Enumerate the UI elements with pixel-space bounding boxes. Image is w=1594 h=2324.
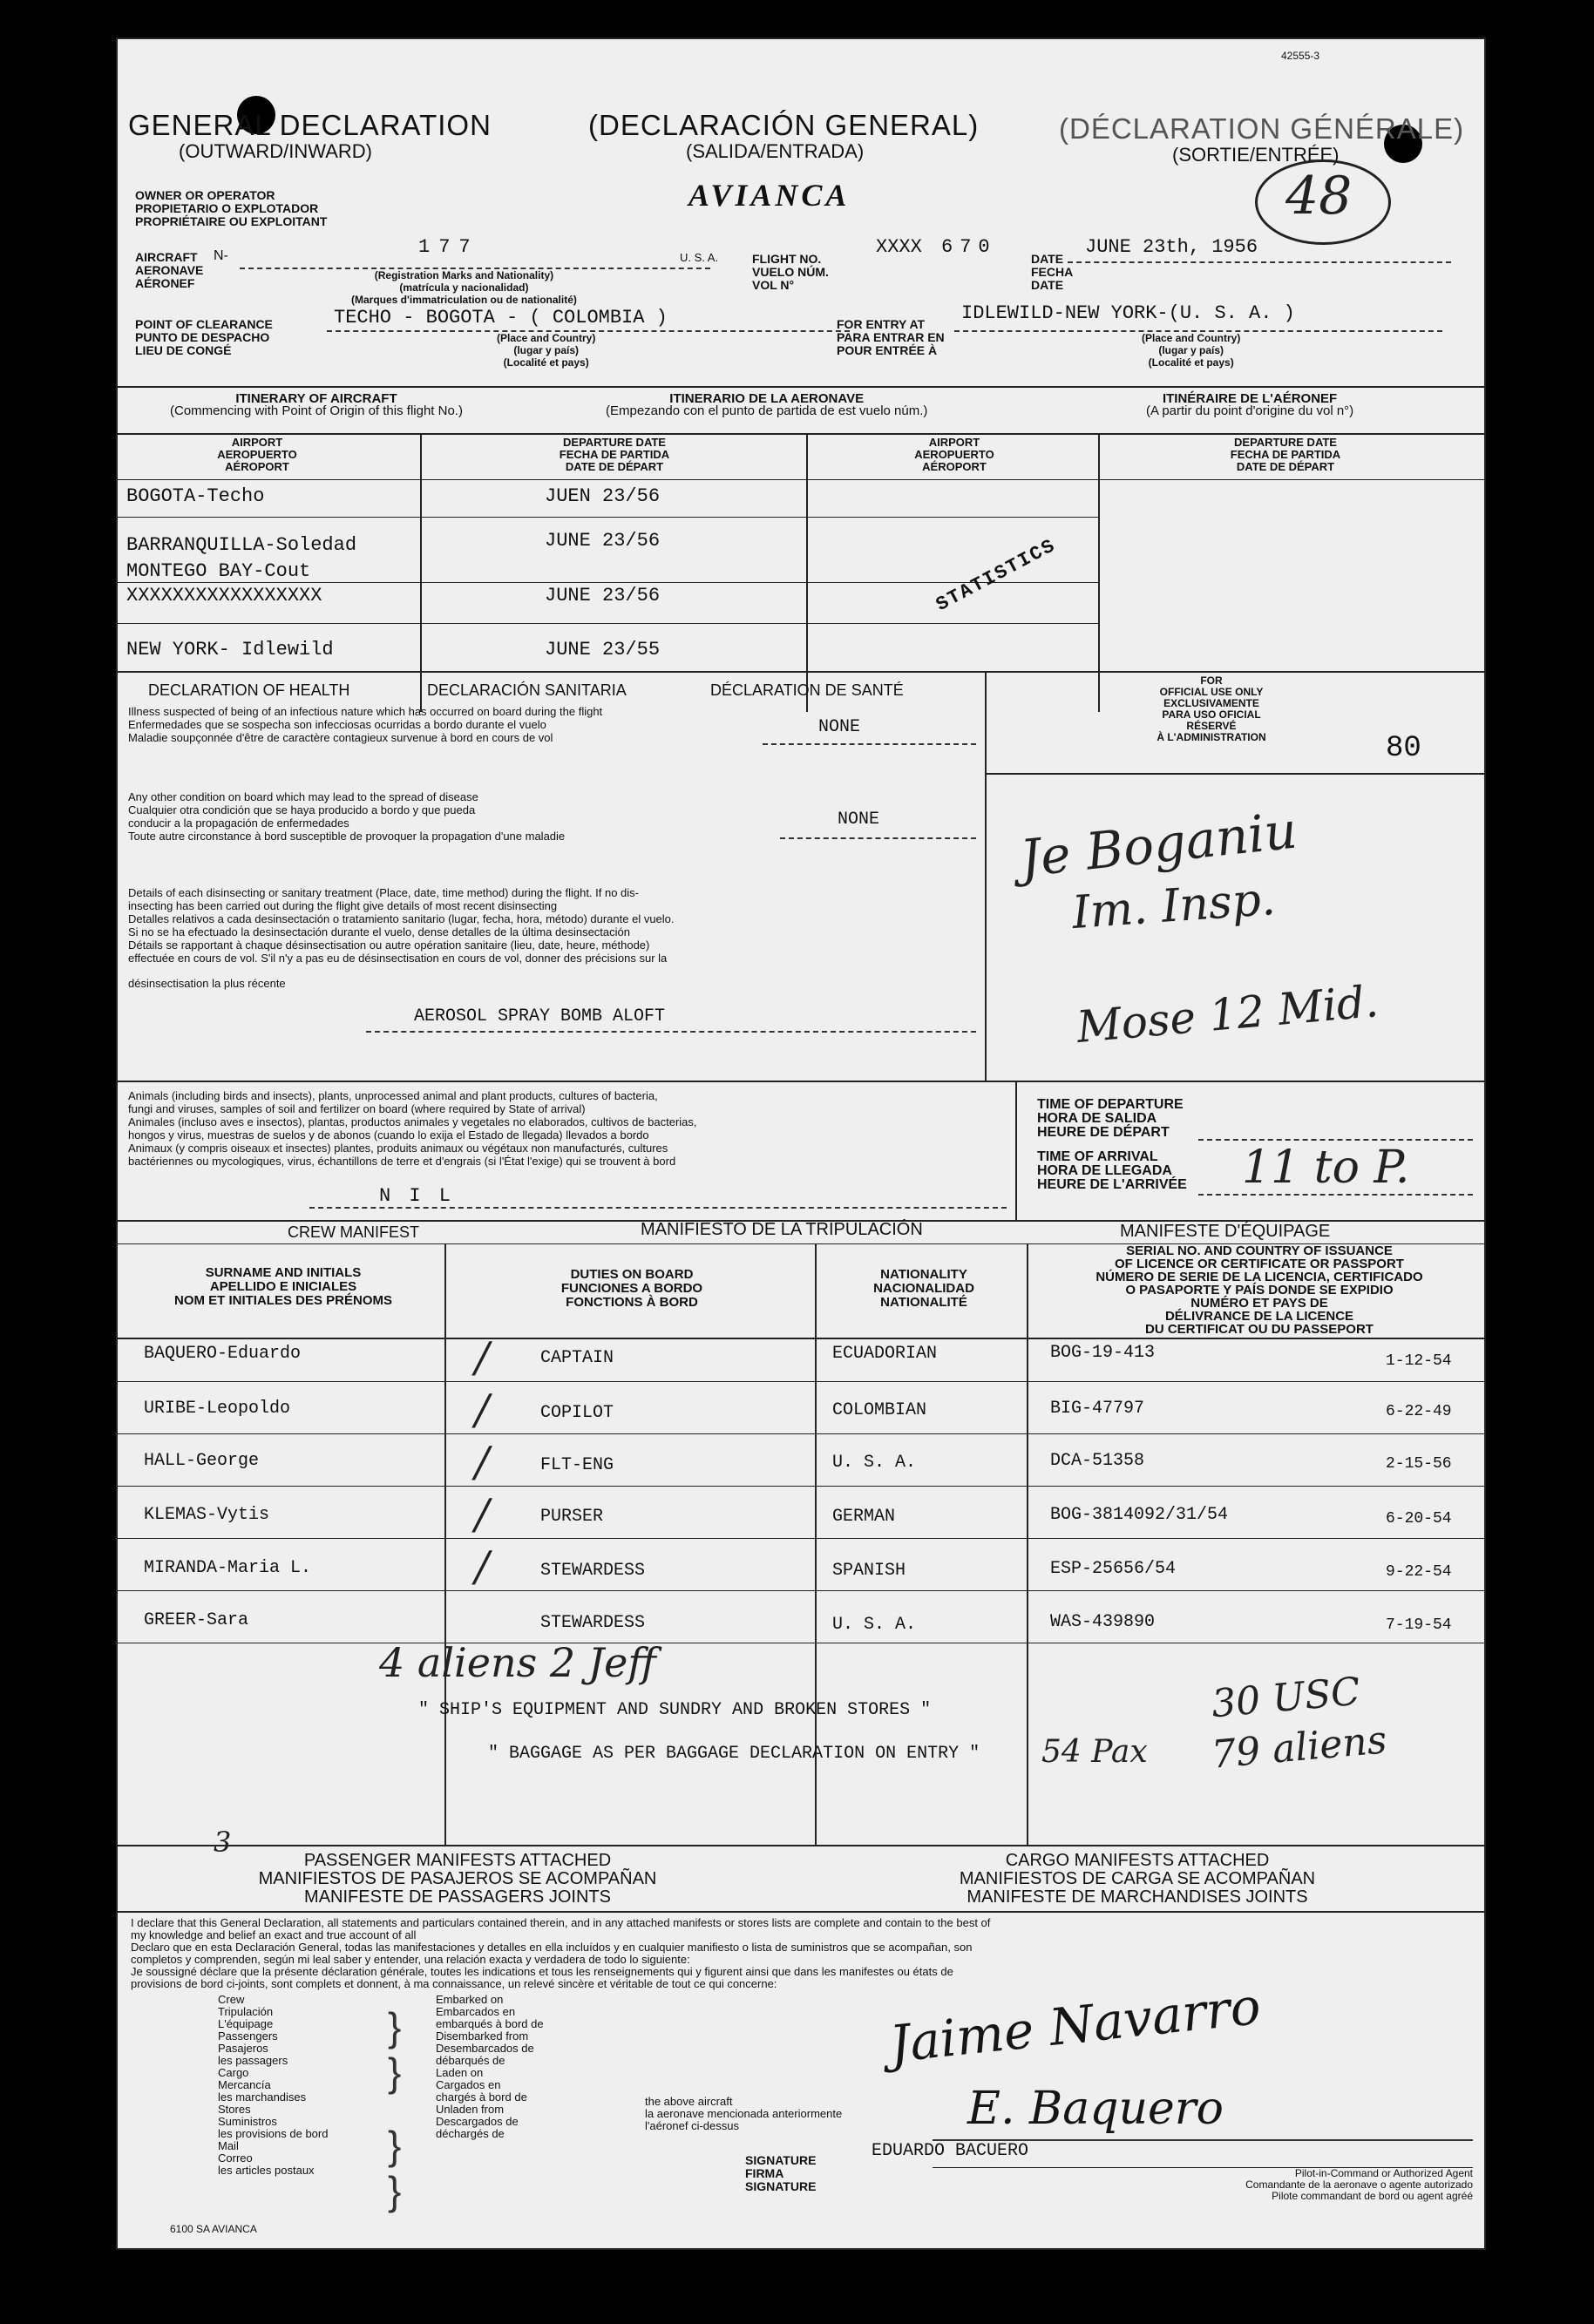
flight-number-struck: XXXX <box>876 236 922 258</box>
statistics-stamp: STATISTICS <box>933 534 1060 617</box>
official-use-label: FOR OFFICIAL USE ONLY EXCLUSIVAMENTE PARA USO OFICIAL RÉSERVÉ À L'ADMINISTRATION <box>1156 674 1266 743</box>
operator-signature: Jaime Navarro <box>886 1975 1264 2075</box>
column-divider <box>1098 433 1100 712</box>
crew-title-es: MANIFIESTO DE LA TRIPULACIÓN <box>641 1220 923 1239</box>
crew-count-note: 30 USC <box>1210 1669 1362 1727</box>
col-departure-header: DEPARTURE DATE FECHA DE PARTIDA DATE DE DÉPART <box>559 436 670 473</box>
illness-text: Illness suspected of being of an infectious nature which has occurred on board during the flight Enfermedades que se sospecha son infecciosas ocurridas a bordo durante el vuelo Maladie soupçonnée d'être de caractère contagieux survenue à bord en cours de vol <box>128 705 603 744</box>
itinerary-date: JUEN 23/56 <box>545 485 661 507</box>
aircraft-label: AIRCRAFT AERONAVE AÉRONEF <box>135 250 204 290</box>
crew-license-date: 9-22-54 <box>1386 1563 1452 1581</box>
illness-value: NONE <box>818 717 861 737</box>
date-label: DATE FECHA DATE <box>1031 252 1074 292</box>
declaration-form <box>118 39 1484 2248</box>
inspector-title: Im. Insp. <box>1070 872 1278 940</box>
itinerary-airport: MONTEGO BAY-Cout <box>126 560 311 582</box>
divider <box>118 1911 1484 1913</box>
aircraft-registration: 177 <box>418 236 479 258</box>
signature-label: SIGNATURE FIRMA SIGNATURE <box>745 2153 817 2193</box>
itinerary-date: JUNE 23/55 <box>545 639 661 661</box>
crew-license: ESP-25656/54 <box>1050 1559 1177 1579</box>
operator-label: OWNER OR OPERATOR PROPIETARIO O EXPLOTADOR PROPRIÉTAIRE OU EXPLOITANT <box>135 188 328 228</box>
itinerary-date: JUNE 23/56 <box>545 530 661 552</box>
other-condition-value: NONE <box>838 810 880 830</box>
health-title-fr: DÉCLARATION DE SANTÉ <box>710 681 904 699</box>
crew-title-en: CREW MANIFEST <box>288 1223 419 1241</box>
title-spanish: (DECLARACIÓN GENERAL) <box>588 109 980 141</box>
crew-license: BIG-47797 <box>1050 1399 1145 1419</box>
crew-duty: STEWARDESS <box>540 1613 646 1633</box>
crew-nationality: GERMAN <box>832 1507 896 1527</box>
row-line <box>118 1538 1484 1539</box>
divider <box>118 1081 1484 1082</box>
crew-nationality: ECUADORIAN <box>832 1344 938 1364</box>
crew-handwritten-note: 4 aliens 2 Jeff <box>379 1639 656 1686</box>
divider <box>118 386 1484 388</box>
crew-license-date: 6-22-49 <box>1386 1403 1452 1420</box>
crew-duty: CAPTAIN <box>540 1348 614 1368</box>
column-divider <box>1027 1243 1028 1845</box>
itinerary-title-fr: ITINÉRAIRE DE L'AÉRONEF (A partir du point d'origine du vol n°) <box>1146 391 1354 418</box>
crew-duty: STEWARDESS <box>540 1561 646 1581</box>
check-mark: / <box>475 1333 490 1382</box>
other-line <box>780 837 976 839</box>
other-condition-text: Any other condition on board which may lead to the spread of disease Cualquier otra condición que se haya producido a bordo y que pueda conducir a la propagación de enfermedades Toute autre circonstance à bord susceptible de provoquer la propagation d'une maladie <box>128 790 566 843</box>
departure-time-label: TIME OF DEPARTURE HORA DE SALIDA HEURE DE DÉPART <box>1037 1097 1184 1140</box>
inspector-signature: Je Boganiu <box>1017 800 1300 889</box>
col-airport-header: AIRPORT AEROPUERTO AÉROPORT <box>217 436 297 473</box>
registration-caption: (Registration Marks and Nationality) (matrícula y nacionalidad) (Marques d'immatriculation ou de nationalité) <box>351 269 577 306</box>
baggage-declaration: " BAGGAGE AS PER BAGGAGE DECLARATION ON ENTRY " <box>488 1744 980 1764</box>
crew-license-date: 2-15-56 <box>1386 1455 1452 1473</box>
crew-title-fr: MANIFESTE D'ÉQUIPAGE <box>1120 1222 1331 1241</box>
title-french: (DÉCLARATION GÉNÉRALE) <box>1059 112 1465 145</box>
row-line <box>118 1433 1484 1434</box>
col-duties-header: DUTIES ON BOARD FUNCIONES A BORDO FONCTIONS À BORD <box>560 1267 703 1310</box>
crew-license-date: 7-19-54 <box>1386 1616 1452 1634</box>
animals-value: N I L <box>379 1185 455 1207</box>
operator-name: AVIANCA <box>688 178 851 213</box>
title-english-sub: (OUTWARD/INWARD) <box>179 140 372 162</box>
arrival-time-label: TIME OF ARRIVAL HORA DE LLEGADA HEURE DE L'ARRIVÉE <box>1037 1149 1187 1192</box>
crew-name: URIBE-Leopoldo <box>144 1399 291 1419</box>
page-number: 48 <box>1285 166 1353 227</box>
divider <box>985 773 1484 775</box>
ships-equipment: " SHIP'S EQUIPMENT AND SUNDRY AND BROKEN STORES " <box>418 1700 932 1720</box>
disinsecting-text: Details of each disinsecting or sanitary treatment (Place, date, time method) during the flight. If no dis- insecting has been carried out during the flight give details of most recent disinsecting Detalles relativos a cada desinsectación o tratamiento sanitario (lugar, fecha, hora, método) durante el vuelo. Si no se ha efectuado la desinsectación durante el vuelo, dense detalles de la última desinsectación Détails se rapportant à chaque désinsectisation ou autre opération sanitaire (lieu, date, heure, méthode) effectuée en cours de vol. S'il n'y a pas eu de désinsectisation en cours de vol, donner des précisions sur la désinsectisation la plus récente <box>128 886 675 990</box>
health-title-en: DECLARATION OF HEALTH <box>148 681 350 699</box>
clearance-label: POINT OF CLEARANCE PUNTO DE DESPACHO LIEU DE CONGÉ <box>135 317 273 357</box>
itinerary-title-en: ITINERARY OF AIRCRAFT (Commencing with Point of Origin of this flight No.) <box>170 391 463 418</box>
arrival-line <box>1198 1194 1473 1196</box>
row-line <box>118 1486 1484 1487</box>
crew-license: DCA-51358 <box>1050 1451 1145 1471</box>
title-english: GENERAL DECLARATION <box>128 109 492 141</box>
declaration-text: I declare that this General Declaration, all statements and particulars contained therein, and in any attached manifests or stores lists are complete and contain to the best of my knowledge and belief an exact and true account of all Declaro que en esta Declaración General, todas las manifestaciones y detalles en ella incluídos y en cualquier manifiesto o lista de suministros que se acompañan, son completos y comprenden, según mi leal saber y entender, una relación exacta y verdadera de todo lo siguiente: Je soussigné déclare que la présente déclaration générale, toutes les indications et tous les renseignements qui y figurent ainsi que dans les manifestes ou états de provisions de bord ci-joints, sont complets et donnent, à ma connaissance, un relevé sincère et véritable de tout ce qui concerne: <box>131 1916 991 1990</box>
pax-note: 54 Pax <box>1041 1734 1148 1770</box>
check-mark: / <box>475 1542 490 1591</box>
check-mark: / <box>475 1490 490 1539</box>
crew-name: HALL-George <box>144 1451 260 1471</box>
column-divider <box>985 671 987 1081</box>
column-divider <box>444 1243 446 1845</box>
flight-label: FLIGHT NO. VUELO NÚM. VOL N° <box>752 252 829 292</box>
col-airport-header: AIRPORT AEROPUERTO AÉROPORT <box>914 436 994 473</box>
disinsecting-line <box>366 1031 976 1033</box>
check-mark: / <box>475 1438 490 1487</box>
departure-line <box>1198 1139 1473 1141</box>
divider <box>118 433 1484 435</box>
official-number: 80 <box>1386 732 1421 765</box>
flight-date: JUNE 23th, 1956 <box>1085 236 1258 258</box>
captain-signature: E. Baquero <box>967 2083 1224 2135</box>
crew-license: WAS-439890 <box>1050 1612 1156 1632</box>
crew-duty: COPILOT <box>540 1403 614 1423</box>
divider <box>118 671 1484 673</box>
crew-license: BOG-19-413 <box>1050 1343 1156 1363</box>
column-divider <box>420 433 422 712</box>
column-divider <box>806 433 808 712</box>
brace-icons: } } } } <box>388 2004 402 2213</box>
animals-text: Animals (including birds and insects), plants, unprocessed animal and plant products, cultures of bacteria, fungi and viruses, samples of soil and fertilizer on board (where required by State of arrival) Animales (incluso aves e insectos), plantas, productos animales y vegetales no elaborados, cultivos de bacterias, hongos y virus, muestras de suelos y de abonos (cuando lo exija el Estado de llegada) llevados a bordo Animaux (y compris oiseaux et insectes) plantes, produits animaux ou végétaux non manufacturés, cultures bactériennes ou mycologiques, virus, échantillons de terre et d'engrais (si l'État l'exige) qui se trouvent à bord <box>128 1089 697 1168</box>
check-mark: / <box>475 1386 490 1434</box>
crew-name: GREER-Sara <box>144 1610 249 1630</box>
crew-license-date: 1-12-54 <box>1386 1352 1452 1370</box>
inspector-note: Mose 12 Mid. <box>1075 975 1380 1054</box>
illness-line <box>763 743 976 745</box>
divider <box>118 1338 1484 1339</box>
title-spanish-sub: (SALIDA/ENTRADA) <box>686 140 865 162</box>
crew-name: MIRANDA-Maria L. <box>144 1558 312 1578</box>
declaration-categories: Crew Tripulación L'équipage Passengers Pasajeros les passagers Cargo Mercancía les marchandises Stores Suministros les provisions de bord Mail Correo les articles postaux <box>218 1993 329 2177</box>
row-line <box>118 517 1098 518</box>
title-french-sub: (SORTIE/ENTRÉE) <box>1172 144 1340 166</box>
cargo-manifests-label: CARGO MANIFESTS ATTACHED MANIFIESTOS DE CARGA SE ACOMPAÑAN MANIFESTE DE MARCHANDISES JOINTS <box>959 1851 1316 1907</box>
itinerary-airport-struck: XXXXXXXXXXXXXXXXX <box>126 585 322 606</box>
crew-duty: PURSER <box>540 1507 604 1527</box>
date-line <box>1068 261 1451 263</box>
col-departure-header: DEPARTURE DATE FECHA DE PARTIDA DATE DE DÉPART <box>1230 436 1341 473</box>
animals-line <box>309 1207 1007 1209</box>
passenger-manifests-label: PASSENGER MANIFESTS ATTACHED MANIFIESTOS DE PASAJEROS SE ACOMPAÑAN MANIFESTE DE PASSAGERS JOINTS <box>258 1851 657 1907</box>
crew-license: BOG-3814092/31/54 <box>1050 1505 1229 1525</box>
crew-license-date: 6-20-54 <box>1386 1510 1452 1528</box>
itinerary-date: JUNE 23/56 <box>545 585 661 606</box>
entry-label: FOR ENTRY AT PARA ENTRAR EN POUR ENTRÉE À <box>837 317 945 357</box>
aircraft-prefix: N- <box>214 248 228 263</box>
col-nationality-header: NATIONALITY NACIONALIDAD NATIONALITÉ <box>873 1267 974 1310</box>
point-of-entry: IDLEWILD-NEW YORK-(U. S. A. ) <box>961 302 1295 324</box>
row-line <box>118 1590 1484 1591</box>
disinsecting-value: AEROSOL SPRAY BOMB ALOFT <box>414 1006 666 1026</box>
clearance-place-caption: (Place and Country) (lugar y país) (Localité et pays) <box>497 332 596 369</box>
crew-nationality: COLOMBIAN <box>832 1400 927 1420</box>
itinerary-airport: NEW YORK- Idlewild <box>126 639 334 661</box>
signer-name: EDUARDO BACUERO <box>872 2141 1029 2161</box>
crew-nationality: SPANISH <box>832 1561 906 1581</box>
column-divider <box>1015 1081 1017 1220</box>
col-name-header: SURNAME AND INITIALS APELLIDO E INICIALES NOM ET INITIALES DES PRÉNOMS <box>173 1265 393 1308</box>
usa-label: U. S. A. <box>680 251 719 264</box>
alien-count-note: 79 aliens <box>1210 1718 1389 1778</box>
col-license-header: SERIAL NO. AND COUNTRY OF ISSUANCE OF LICENCE OR CERTIFICATE OR PASSPORT NÚMERO DE SERIE DE LA LICENCIA, CERTIFICADO O PASAPORTE Y PAÍS DONDE SE EXPIDIO NUMÉRO ET PAYS DE DÉLIVRANCE DE LA LICENCE DU CERTIFICAT OU DU PASSEPORT <box>1095 1243 1423 1337</box>
crew-name: KLEMAS-Vytis <box>144 1505 270 1525</box>
crew-name: BAQUERO-Eduardo <box>144 1344 302 1364</box>
crew-nationality: U. S. A. <box>832 1615 917 1635</box>
row-line <box>118 582 1098 583</box>
itinerary-title-es: ITINERARIO DE LA AERONAVE (Empezando con el punto de partida de est vuelo núm.) <box>606 391 928 418</box>
row-line <box>118 623 1098 624</box>
itinerary-airport: BOGOTA-Techo <box>126 485 265 507</box>
passenger-manifest-count: 3 <box>214 1826 232 1859</box>
divider <box>118 1845 1484 1846</box>
health-title-es: DECLARACIÓN SANITARIA <box>427 681 627 699</box>
crew-nationality: U. S. A. <box>832 1453 917 1473</box>
entry-place-caption: (Place and Country) (lugar y país) (Localité et pays) <box>1142 332 1241 369</box>
pilot-label: Pilot-in-Command or Authorized Agent Comandante de la aeronave o agente autorizado Pilote commandant de bord ou agent agréé <box>1245 2167 1473 2202</box>
crew-duty: FLT-ENG <box>540 1455 614 1475</box>
top-reference: 42555-3 <box>1281 50 1320 62</box>
arrival-time-value: 11 to P. <box>1242 1142 1410 1194</box>
declaration-movements: Embarked on Embarcados en embarqués à bord de Disembarked from Desembarcados de débarqués de Laden on Cargados en chargés à bord de Unladen from Descargados de déchargés de <box>436 1993 544 2140</box>
point-of-clearance: TECHO - BOGOTA - ( COLOMBIA ) <box>334 307 668 329</box>
flight-number: 670 <box>941 236 997 258</box>
aircraft-reference: the above aircraft la aeronave mencionada anteriormente l'aéronef ci-dessus <box>645 2095 843 2132</box>
itinerary-airport: BARRANQUILLA-Soledad <box>126 534 357 556</box>
divider <box>118 479 1484 480</box>
form-footer: 6100 SA AVIANCA <box>170 2223 257 2235</box>
row-line <box>118 1381 1484 1382</box>
